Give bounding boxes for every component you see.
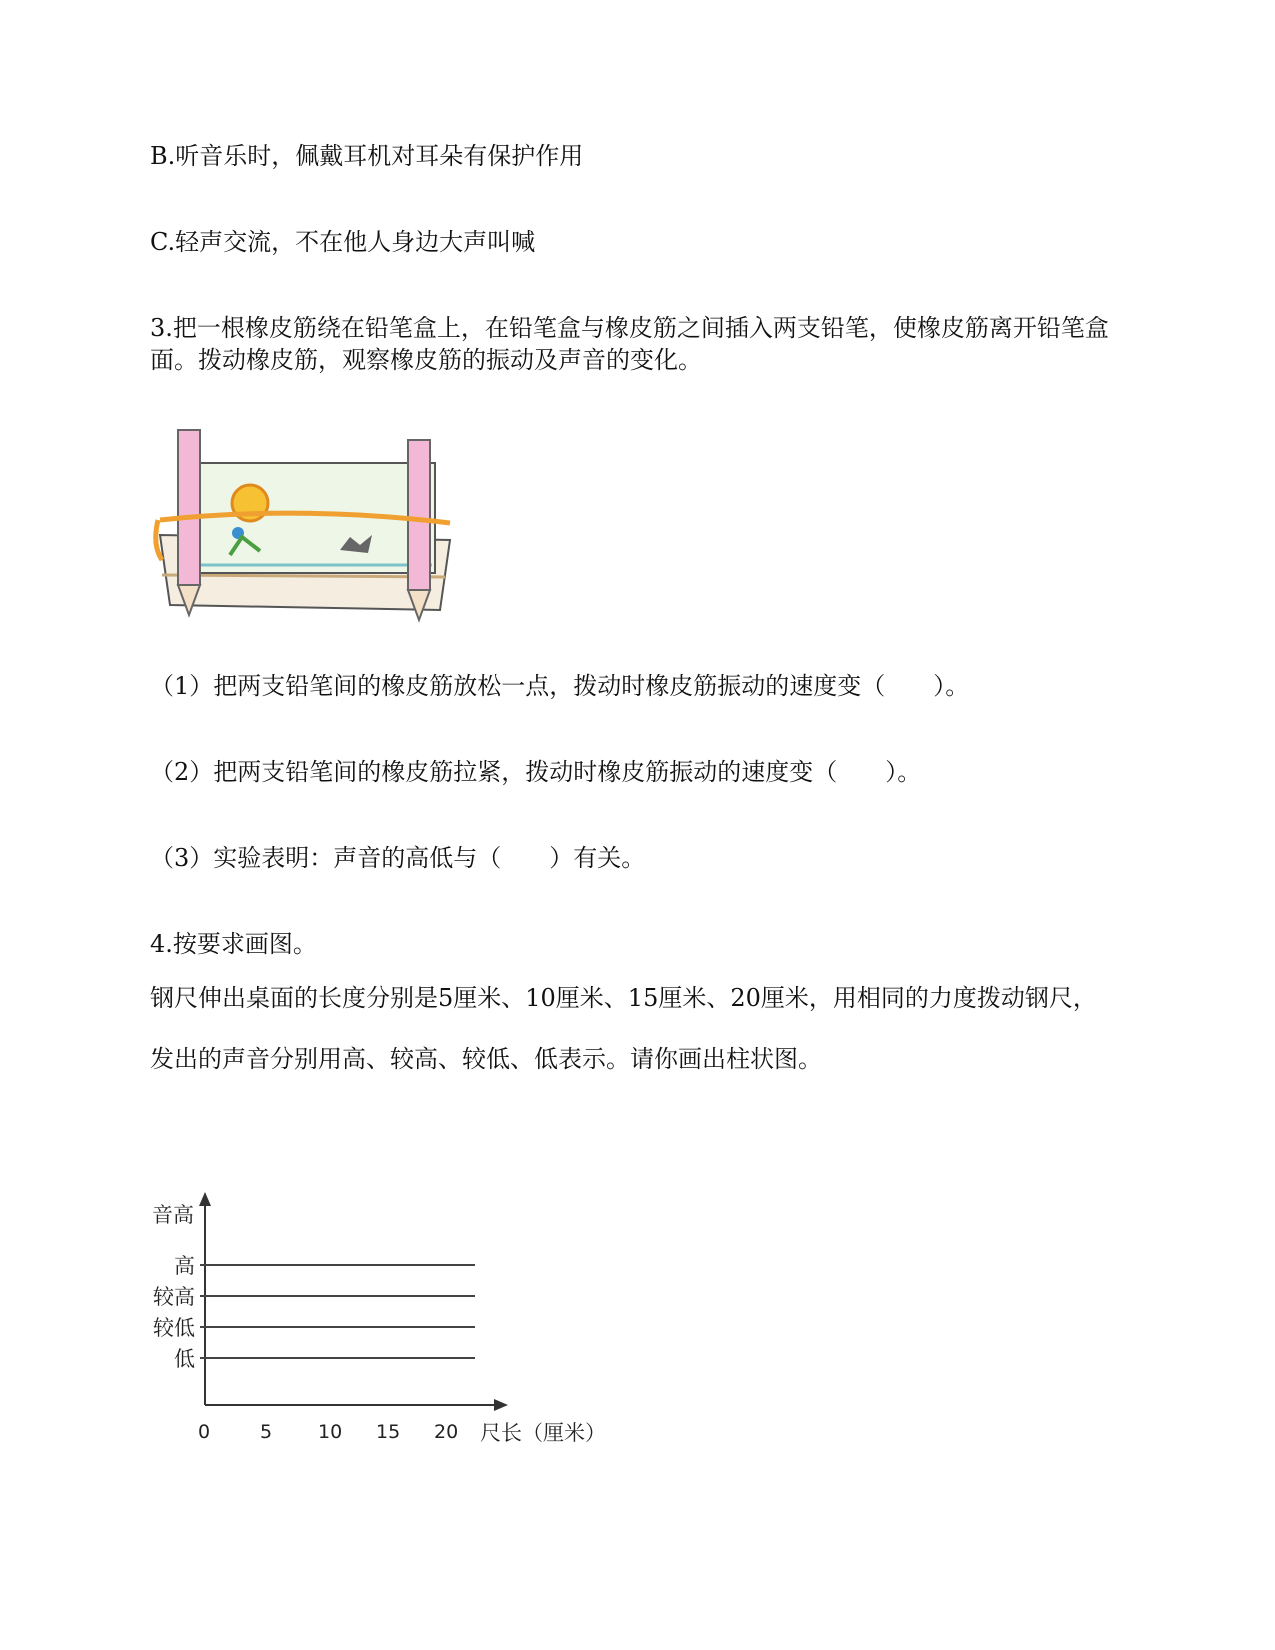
q3-stem: 3.把一根橡皮筋绕在铅笔盒上，在铅笔盒与橡皮筋之间插入两支铅笔，使橡皮筋离开铅笔盒面。拨动橡皮筋，观察橡皮筋的振动及声音的变化。 (150, 314, 1109, 374)
q4-text1: 钢尺伸出桌面的长度分别是5厘米、10厘米、15厘米、20厘米，用相同的力度拨动钢尺， (150, 984, 1097, 1012)
y-axis-arrow (199, 1192, 211, 1206)
pitch-bar-chart (150, 1190, 630, 1450)
x-tick-label: 15 (376, 1421, 401, 1443)
y-axis-label: 音高 (152, 1203, 194, 1227)
x-axis-arrow (494, 1399, 508, 1411)
right-pencil (408, 440, 430, 590)
x-tick-label: 20 (434, 1421, 459, 1443)
x-tick-label: 5 (260, 1421, 273, 1443)
left-pencil (178, 430, 200, 585)
q3-sub1: （1）把两支铅笔间的橡皮筋放松一点，拨动时橡皮筋振动的速度变（ ）。 (150, 672, 970, 700)
x-axis-label: 尺长（厘米） (480, 1421, 606, 1445)
x-tick-group (198, 1421, 458, 1443)
q4-title: 4.按要求画图。 (150, 930, 317, 958)
y-level-label: 较低 (153, 1316, 195, 1340)
q2-option-c: C.轻声交流，不在他人身边大声叫喊 (150, 228, 536, 256)
x-tick-label: 10 (318, 1421, 343, 1443)
rubber-band-pencil-box-figure (150, 425, 470, 635)
q2-option-b: B.听音乐时，佩戴耳机对耳朵有保护作用 (150, 142, 584, 170)
y-level-label: 较高 (153, 1285, 195, 1309)
y-level-label: 低 (174, 1347, 195, 1371)
pencil-box-edge (162, 575, 445, 577)
x-tick-label: 0 (198, 1421, 211, 1443)
y-level-label: 高 (174, 1254, 195, 1278)
q3-sub3: （3）实验表明：声音的高低与（ ）有关。 (150, 844, 646, 872)
q4-text2: 发出的声音分别用高、较高、较低、低表示。请你画出柱状图。 (150, 1045, 822, 1073)
q3-sub2: （2）把两支铅笔间的橡皮筋拉紧，拨动时橡皮筋振动的速度变（ ）。 (150, 758, 922, 786)
y-level-group (153, 1254, 475, 1371)
